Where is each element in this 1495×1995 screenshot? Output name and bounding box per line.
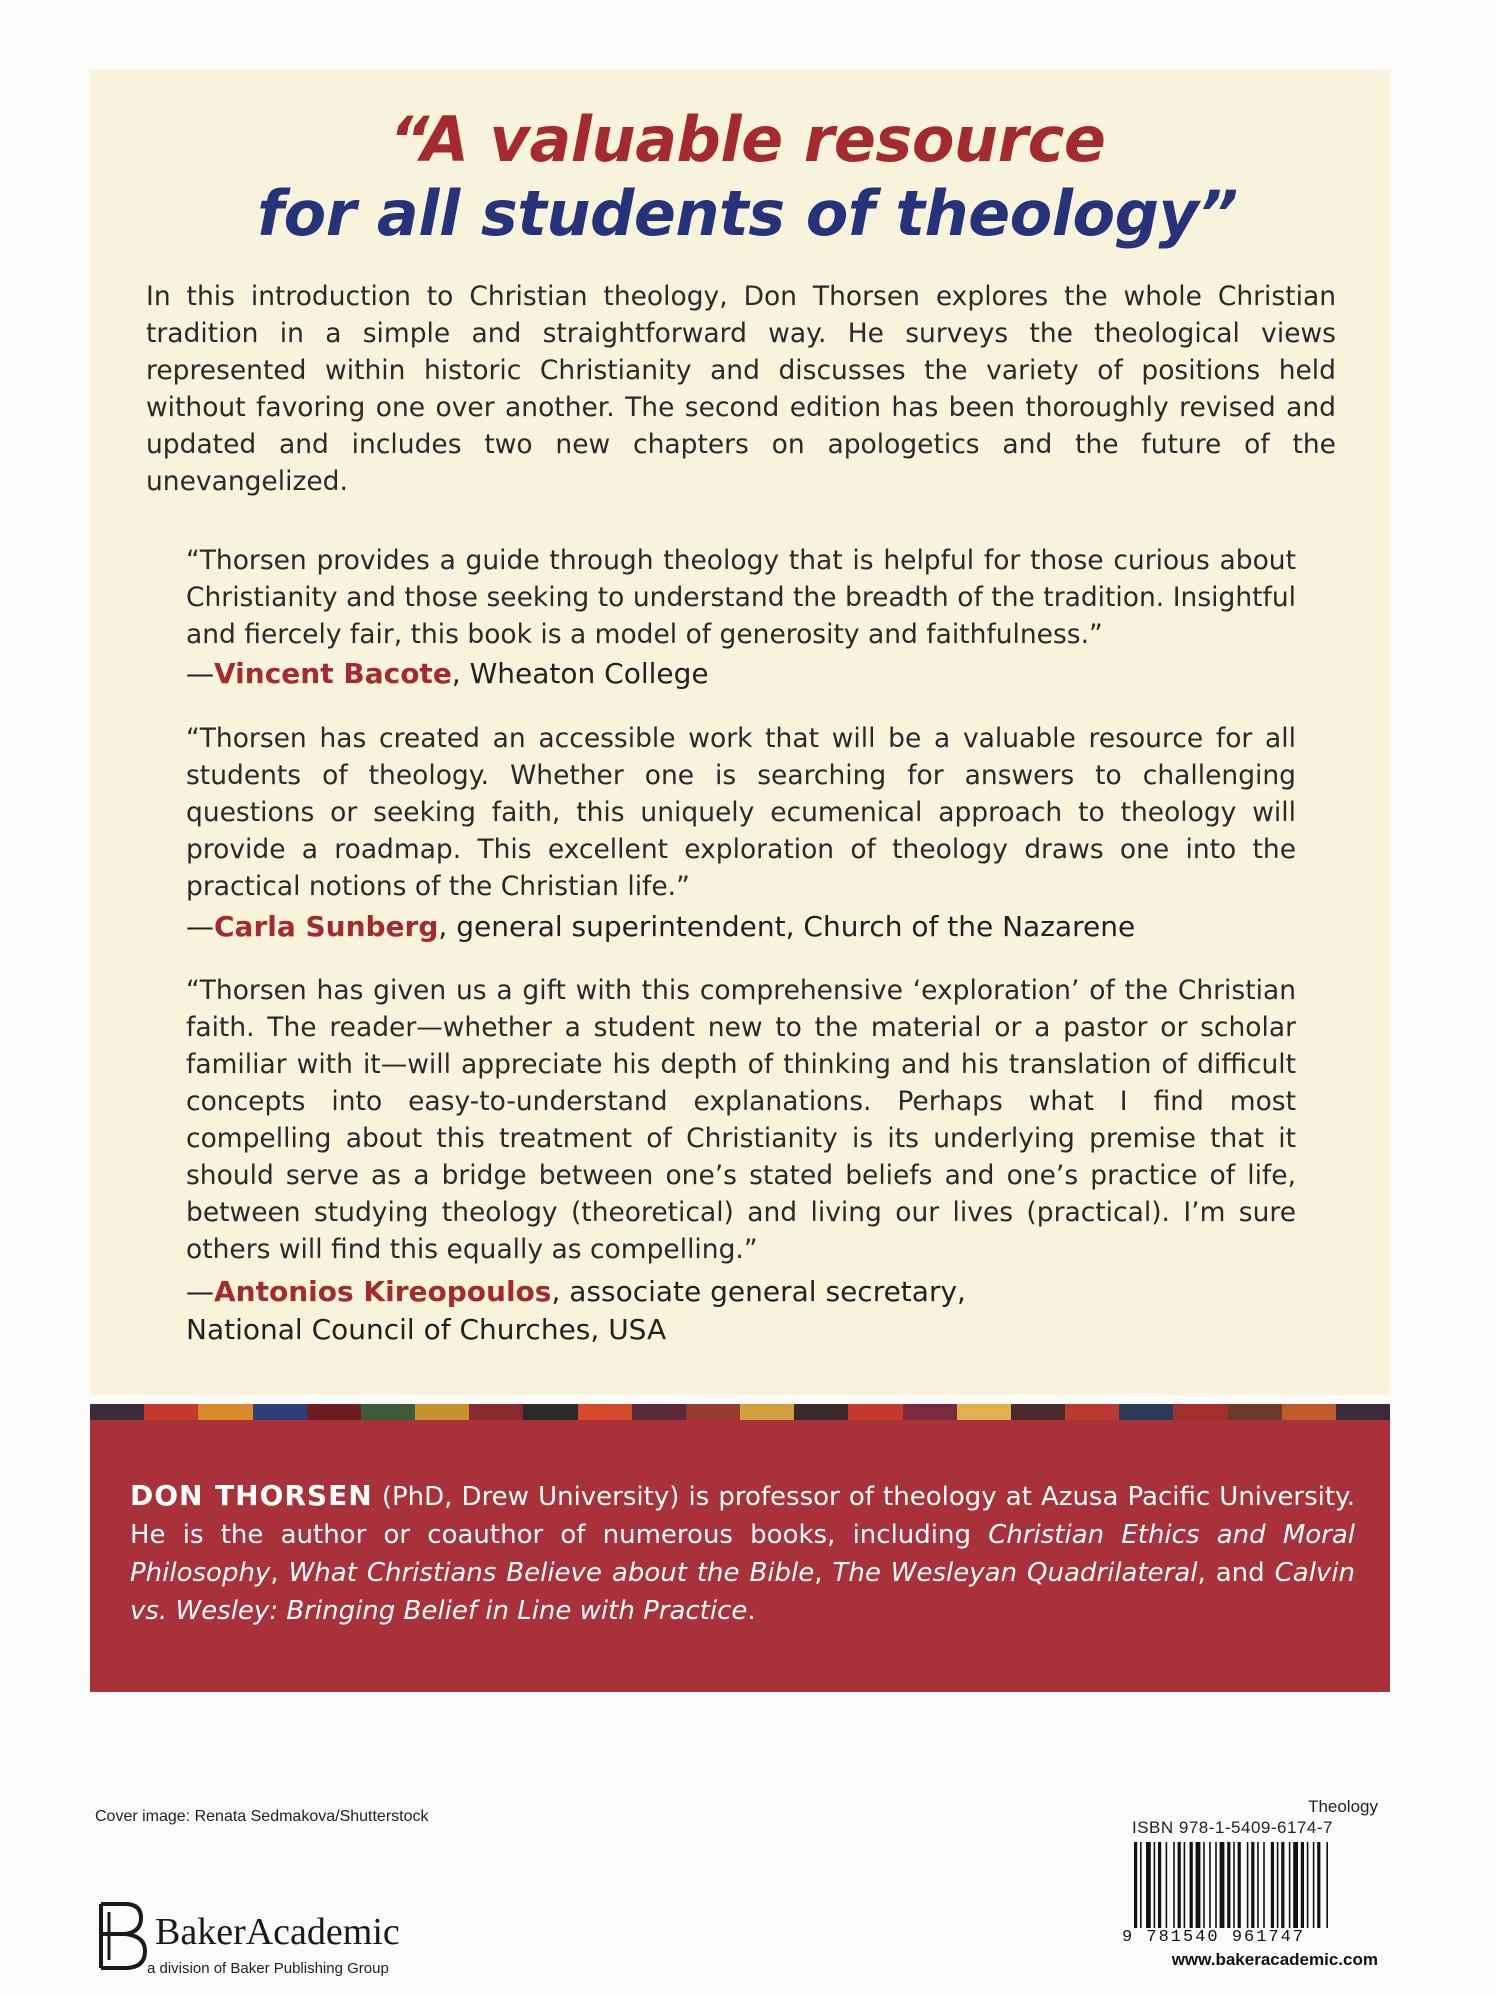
author-bio: [130, 1477, 1355, 1630]
endorsement-attribution: —Carla Sunberg, general superintendent, Church of the Nazarene: [186, 910, 1136, 943]
headline-line-2: for all students of theology”: [257, 177, 1238, 250]
isbn-text: ISBN 978-1-5409-6174-7: [1132, 1818, 1333, 1837]
book-title: Christian Ethics and Moral Philosophy: [130, 1520, 1356, 1588]
endorser-name: Antonios Kireopoulos: [214, 1275, 552, 1308]
author-name: DON THORSEN: [130, 1479, 373, 1512]
endorser-affiliation-line-2: National Council of Churches, USA: [186, 1313, 667, 1346]
publisher-name: BakerAcademic: [155, 1911, 400, 1953]
book-title: Calvin vs. Wesley: Bringing Belief in Line with Practice: [130, 1558, 1356, 1626]
intro-paragraph: In this introduction to Christian theology, Don Thorsen explores the whole Christian tradition in a simple and straightforward way. He surveys the theological views represented within historic Christianity and discusses the variety of positions held without favoring one over another. The second edition has been thoroughly revised and updated and includes two new chapters on apologetics and the future of the unevangelized.: [146, 281, 1336, 497]
bio-separator: ,: [814, 1558, 833, 1588]
endorsement-text: “Thorsen has created an accessible work that will be a valuable resource for all students of theology. Whether one is searching for answers to challenging questions or seeking faith, this uniquely ecumenical approach to theology will provide a roadmap. This excellent exploration of theology draws one into the practical notions of the Christian life.”: [186, 723, 1296, 902]
headline-line-1: “A valuable resource: [389, 103, 1106, 176]
endorser-name: Vincent Bacote: [214, 657, 452, 690]
category-label: Theology: [1308, 1797, 1378, 1816]
barcode-digits: 9 781540 961747: [1122, 1928, 1306, 1947]
bio-end: .: [747, 1596, 756, 1626]
endorsement-text: “Thorsen has given us a gift with this comprehensive ‘exploration’ of the Christian faith. The reader—whether a student new to the material or a pastor or scholar familiar with it—will appreciate his depth of thinking and his translation of difficult concepts into easy-to-understand explanations. Perhaps what I find most compelling about this treatment of Christianity is its underlying premise that it should serve as a bridge between one’s stated beliefs and one’s practice of life, between studying theology (theoretical) and living our lives (practical). I’m sure others will find this equally as compelling.”: [186, 975, 1296, 1265]
bio-separator: , and: [1197, 1558, 1275, 1588]
publisher-logo: [95, 1900, 495, 1980]
publisher-b-icon: [95, 1900, 151, 1972]
cover-image-credit: Cover image: Renata Sedmakova/Shutterstock: [95, 1808, 429, 1825]
endorser-affiliation: , Wheaton College: [451, 657, 709, 690]
endorsement-text: “Thorsen provides a guide through theology that is helpful for those curious about Christianity and those seeking to understand the breadth of the tradition. Insightful and fiercely fair, this book is a model of generosity and faithfulness.”: [186, 545, 1296, 650]
bio-text: (PhD, Drew University) is professor of theology at Azusa Pacific University. He is the author or coauthor of numerous books, including: [130, 1482, 1355, 1550]
endorser-name: Carla Sunberg: [214, 910, 439, 943]
publisher-subtitle: a division of Baker Publishing Group: [147, 1960, 389, 1977]
book-title: The Wesleyan Quadrilateral: [832, 1558, 1198, 1588]
barcode-icon: [1132, 1842, 1380, 1928]
endorsement-attribution: —Antonios Kireopoulos, associate general secretary, National Council of Churches, USA: [186, 1275, 966, 1346]
publisher-url: www.bakeracademic.com: [1171, 1950, 1378, 1969]
stained-glass-strip: [90, 1404, 1390, 1420]
endorsement-attribution: —Vincent Bacote, Wheaton College: [186, 657, 709, 690]
endorser-affiliation: , general superintendent, Church of the Nazarene: [438, 910, 1136, 943]
bio-separator: ,: [270, 1558, 289, 1588]
endorser-affiliation: , associate general secretary,: [551, 1275, 966, 1308]
book-title: What Christians Believe about the Bible: [288, 1558, 815, 1588]
